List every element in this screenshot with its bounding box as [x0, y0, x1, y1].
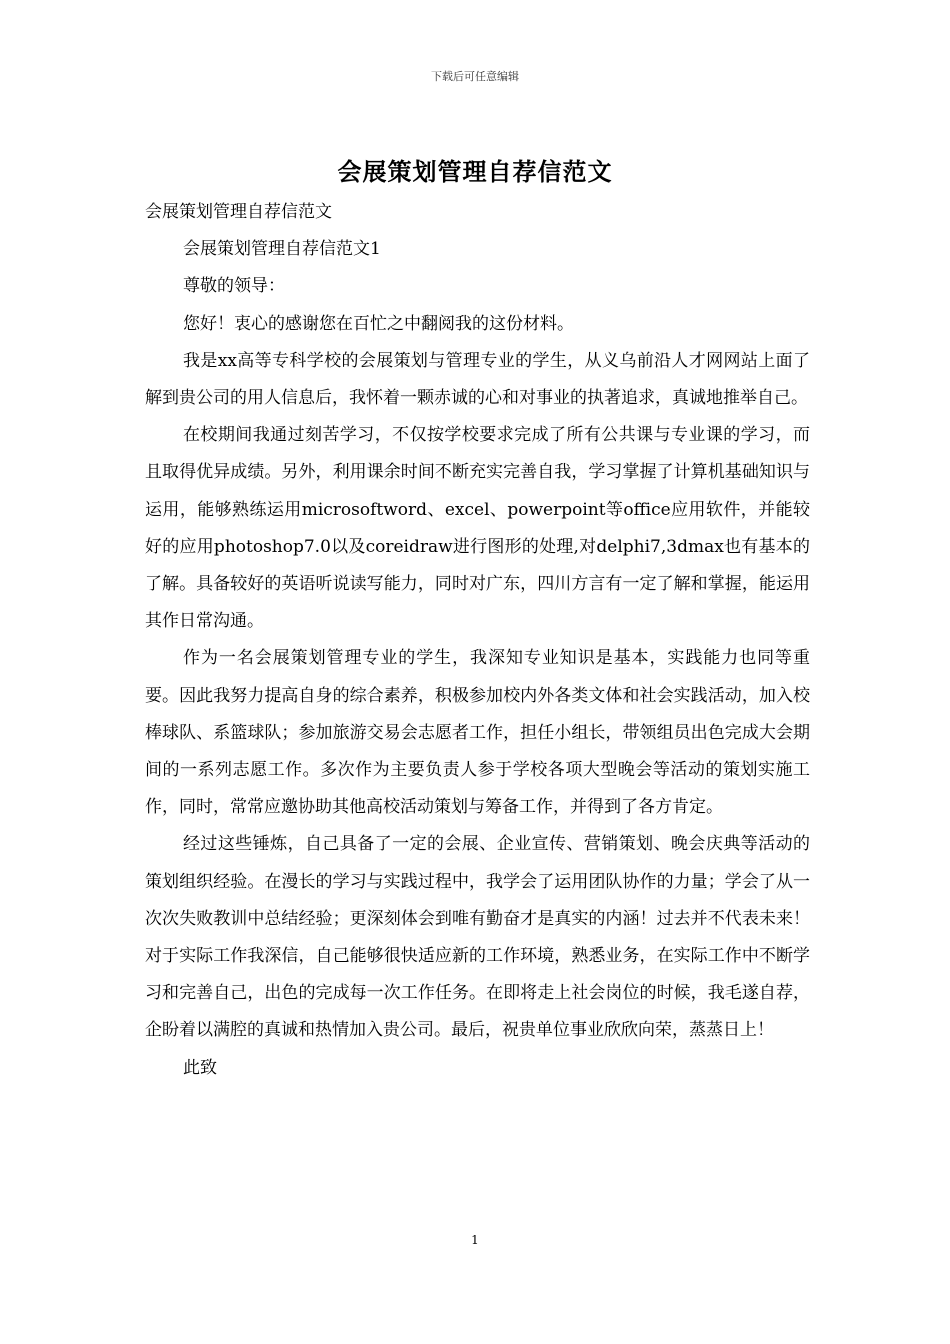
- study-paragraph: 在校期间我通过刻苦学习，不仅按学校要求完成了所有公共课与专业课的学习，而且取得优异成绩。另外，利用课余时间不断充实完善自我，学习掌握了计算机基础知识与运用，能够熟练运用microsoftword、excel、powerpoint等office应用软件，并能较好的应用photoshop7.0以及coreidraw进行图形的处理,对delphi7,3dmax也有基本的了解。具备较好的英语听说读写能力，同时对广东，四川方言有一定了解和掌握，能运用其作日常沟通。: [145, 425, 810, 632]
- page-header: 下载后可任意编辑: [431, 70, 519, 83]
- section-heading: 会展策划管理自荐信范文1: [183, 239, 381, 260]
- experience-paragraph: 经过这些锤炼，自己具备了一定的会展、企业宣传、营销策划、晚会庆典等活动的策划组织经验。在漫长的学习与实践过程中，我学会了运用团队协作的力量；学会了从一次次失败教训中总结经验；更深刻体会到唯有勤奋才是真实的内涵！过去并不代表未来！对于实际工作我深信，自己能够很快适应新的工作环境，熟悉业务，在实际工作中不断学习和完善自己，出色的完成每一次工作任务。在即将走上社会岗位的时候，我毛遂自荐，企盼着以满腔的真诚和热情加入贵公司。最后，祝贵单位事业欣欣向荣，蒸蒸日上！: [145, 834, 810, 1041]
- intro-paragraph: 我是xx高等专科学校的会展策划与管理专业的学生，从义乌前沿人才网网站上面了解到贵公司的用人信息后，我怀着一颗赤诚的心和对事业的执著追求，真诚地推举自己。: [145, 350, 810, 409]
- closing-line: 此致: [183, 1057, 217, 1078]
- document-body: [145, 194, 810, 1087]
- page-number: 1: [471, 1233, 479, 1247]
- subtitle-line: 会展策划管理自荐信范文: [145, 202, 332, 222]
- practice-paragraph: 作为一名会展策划管理专业的学生，我深知专业知识是基本，实践能力也同等重要。因此我努力提高自身的综合素养，积极参加校内外各类文体和社会实践活动，加入校棒球队、系篮球队；参加旅游交易会志愿者工作，担任小组长，带领组员出色完成大会期间的一系列志愿工作。多次作为主要负责人参于学校各项大型晚会等活动的策划实施工作，同时，常常应邀协助其他高校活动策划与筹备工作，并得到了各方肯定。: [145, 648, 810, 818]
- document-title: 会展策划管理自荐信范文: [337, 157, 613, 186]
- greeting-paragraph: 您好！衷心的感谢您在百忙之中翻阅我的这份材料。: [183, 313, 574, 334]
- salutation: 尊敬的领导：: [183, 276, 285, 297]
